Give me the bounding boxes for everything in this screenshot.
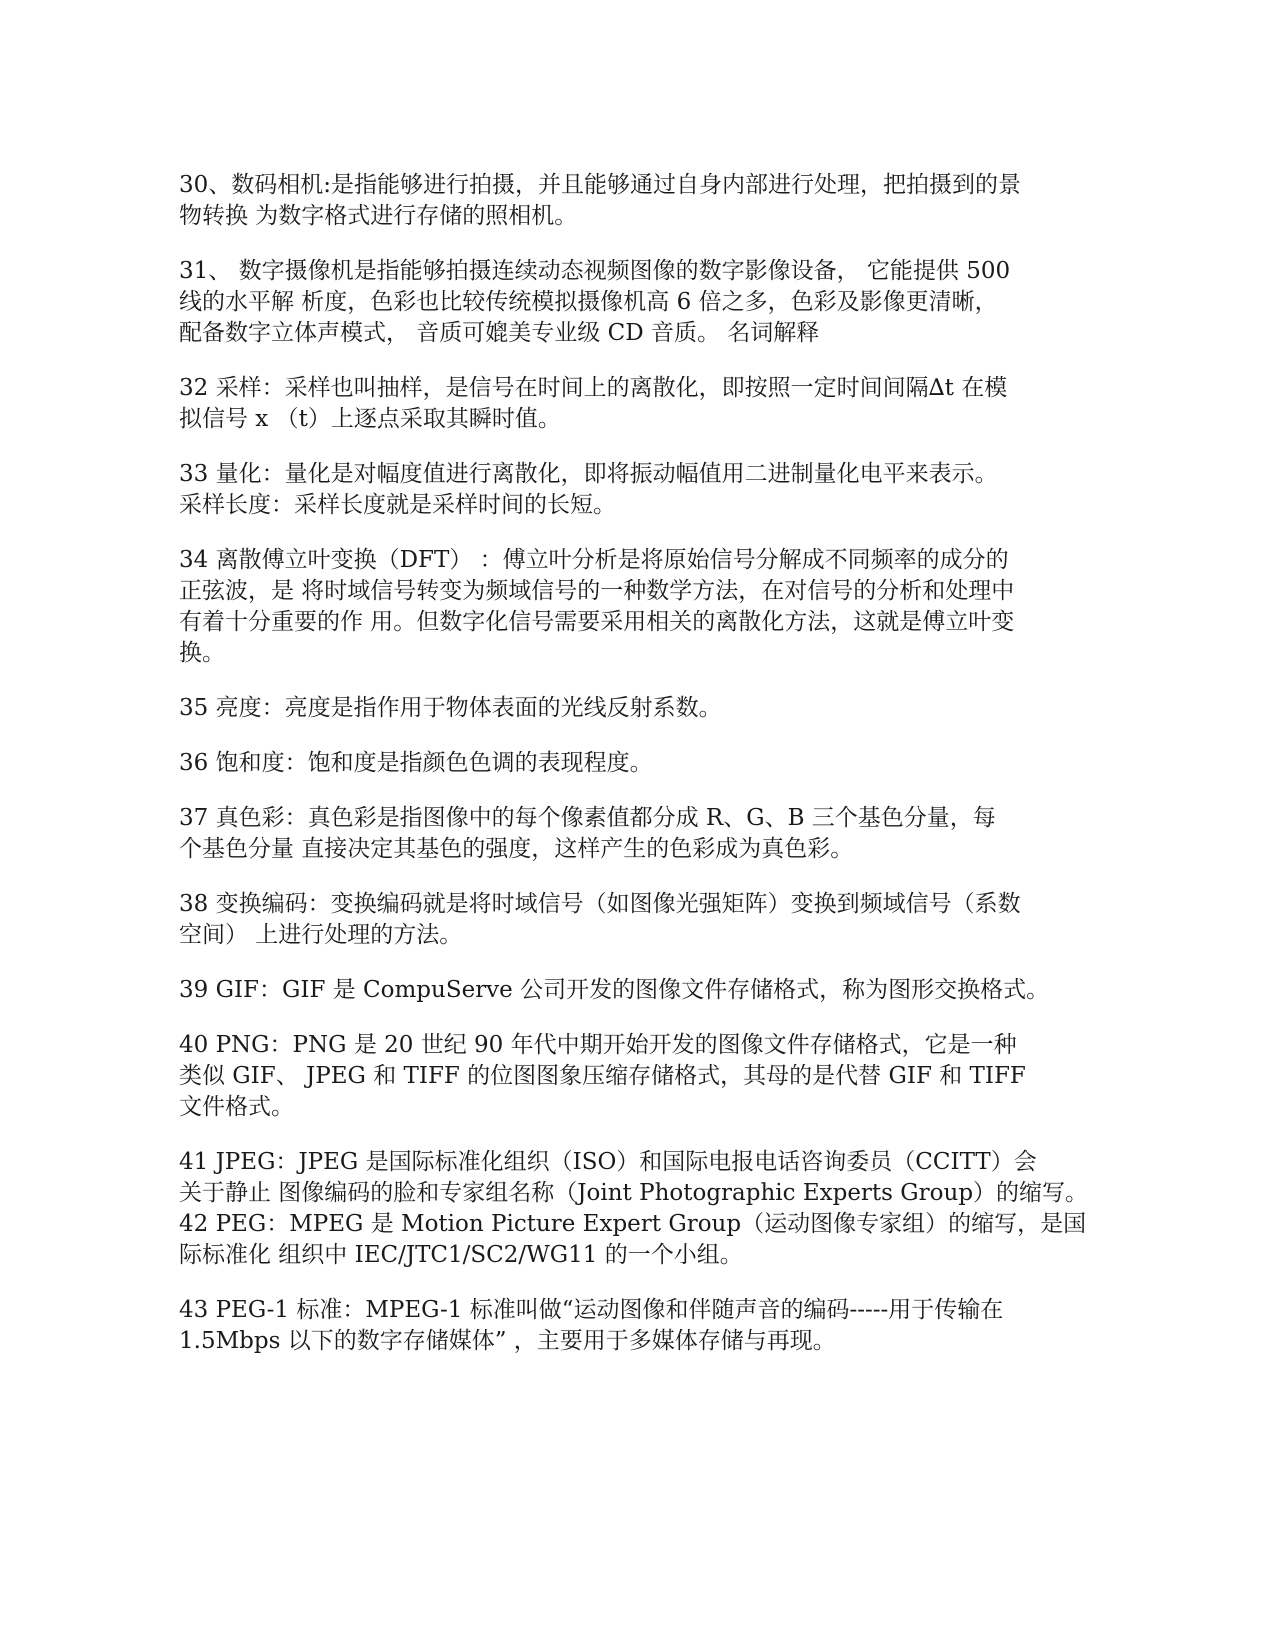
text-line: 36 饱和度：饱和度是指颜色色调的表现程度。 — [179, 750, 653, 776]
text-line: 39 GIF：GIF 是 CompuServe 公司开发的图像文件存储格式，称为图形交换格式。 — [179, 977, 1050, 1003]
text-line: 35 亮度：亮度是指作用于物体表面的光线反射系数。 — [179, 695, 722, 721]
text-line: 32 采样：采样也叫抽样，是信号在时间上的离散化，即按照一定时间间隔∆t 在模 — [179, 375, 1008, 401]
text-line: 1.5Mbps 以下的数字存储媒体” ，主要用于多媒体存储与再现。 — [179, 1328, 836, 1354]
text-line: 换。 — [179, 640, 225, 666]
text-line: 配备数字立体声模式， 音质可媲美专业级 CD 音质。 名词解释 — [179, 320, 820, 346]
paragraph-36 — [179, 748, 1059, 779]
paragraph-42 — [179, 1209, 1087, 1271]
text-line: 空间） 上进行处理的方法。 — [179, 922, 463, 948]
text-line: 41 JPEG：JPEG 是国际标准化组织（ISO）和国际电报电话咨询委员（CCITT）会 — [179, 1149, 1037, 1175]
text-line: 际标准化 组织中 IEC/JTC1/SC2/WG11 的一个小组。 — [179, 1242, 743, 1268]
text-line: 42 PEG：MPEG 是 Motion Picture Expert Group（运动图像专家组）的缩写，是国 — [179, 1211, 1087, 1237]
paragraph-38 — [179, 889, 1059, 951]
document-page — [179, 170, 1089, 1381]
paragraph-34 — [179, 545, 1059, 669]
text-line: 34 离散傅立叶变换（DFT） ：傅立叶分析是将原始信号分解成不同频率的成分的 — [179, 547, 1009, 573]
paragraph-31 — [179, 256, 1059, 349]
text-line: 正弦波，是 将时域信号转变为频域信号的一种数学方法，在对信号的分析和处理中 — [179, 578, 1015, 604]
paragraph-40 — [179, 1030, 1059, 1123]
paragraph-39 — [179, 975, 1059, 1006]
text-line: 采样长度：采样长度就是采样时间的长短。 — [179, 492, 616, 518]
paragraph-32 — [179, 373, 1059, 435]
paragraph-35 — [179, 693, 1059, 724]
paragraph-43 — [179, 1295, 1059, 1357]
text-line: 40 PNG：PNG 是 20 世纪 90 年代中期开始开发的图像文件存储格式，它是一种 — [179, 1032, 1017, 1058]
paragraph-37 — [179, 803, 1059, 865]
text-line: 30、数码相机:是指能够进行拍摄，并且能够通过自身内部进行处理，把拍摄到的景 — [179, 172, 1022, 198]
text-line: 线的水平解 析度，色彩也比较传统模拟摄像机高 6 倍之多，色彩及影像更清晰， — [179, 289, 998, 315]
text-line: 拟信号 x （t）上逐点采取其瞬时值。 — [179, 406, 561, 432]
text-line: 个基色分量 直接决定其基色的强度，这样产生的色彩成为真色彩。 — [179, 836, 854, 862]
paragraph-30 — [179, 170, 1059, 232]
text-line: 38 变换编码：变换编码就是将时域信号（如图像光强矩阵）变换到频域信号（系数 — [179, 891, 1021, 917]
paragraph-41 — [179, 1147, 1089, 1209]
text-line: 31、 数字摄像机是指能够拍摄连续动态视频图像的数字影像设备， 它能提供 500 — [179, 258, 1011, 284]
text-line: 37 真色彩：真色彩是指图像中的每个像素值都分成 R、G、B 三个基色分量，每 — [179, 805, 996, 831]
text-line: 33 量化：量化是对幅度值进行离散化，即将振动幅值用二进制量化电平来表示。 — [179, 461, 998, 487]
text-line: 物转换 为数字格式进行存储的照相机。 — [179, 203, 578, 229]
text-line: 43 PEG-1 标准：MPEG-1 标准叫做“运动图像和伴随声音的编码-----用于传输在 — [179, 1297, 1004, 1323]
text-line: 文件格式。 — [179, 1094, 294, 1120]
text-line: 关于静止 图像编码的脸和专家组名称（Joint Photographic Experts Group）的缩写。 — [179, 1180, 1089, 1206]
text-line: 有着十分重要的作 用。但数字化信号需要采用相关的离散化方法，这就是傅立叶变 — [179, 609, 1015, 635]
paragraph-33 — [179, 459, 1059, 521]
text-line: 类似 GIF、 JPEG 和 TIFF 的位图图象压缩存储格式，其母的是代替 GIF 和 TIFF — [179, 1063, 1026, 1089]
